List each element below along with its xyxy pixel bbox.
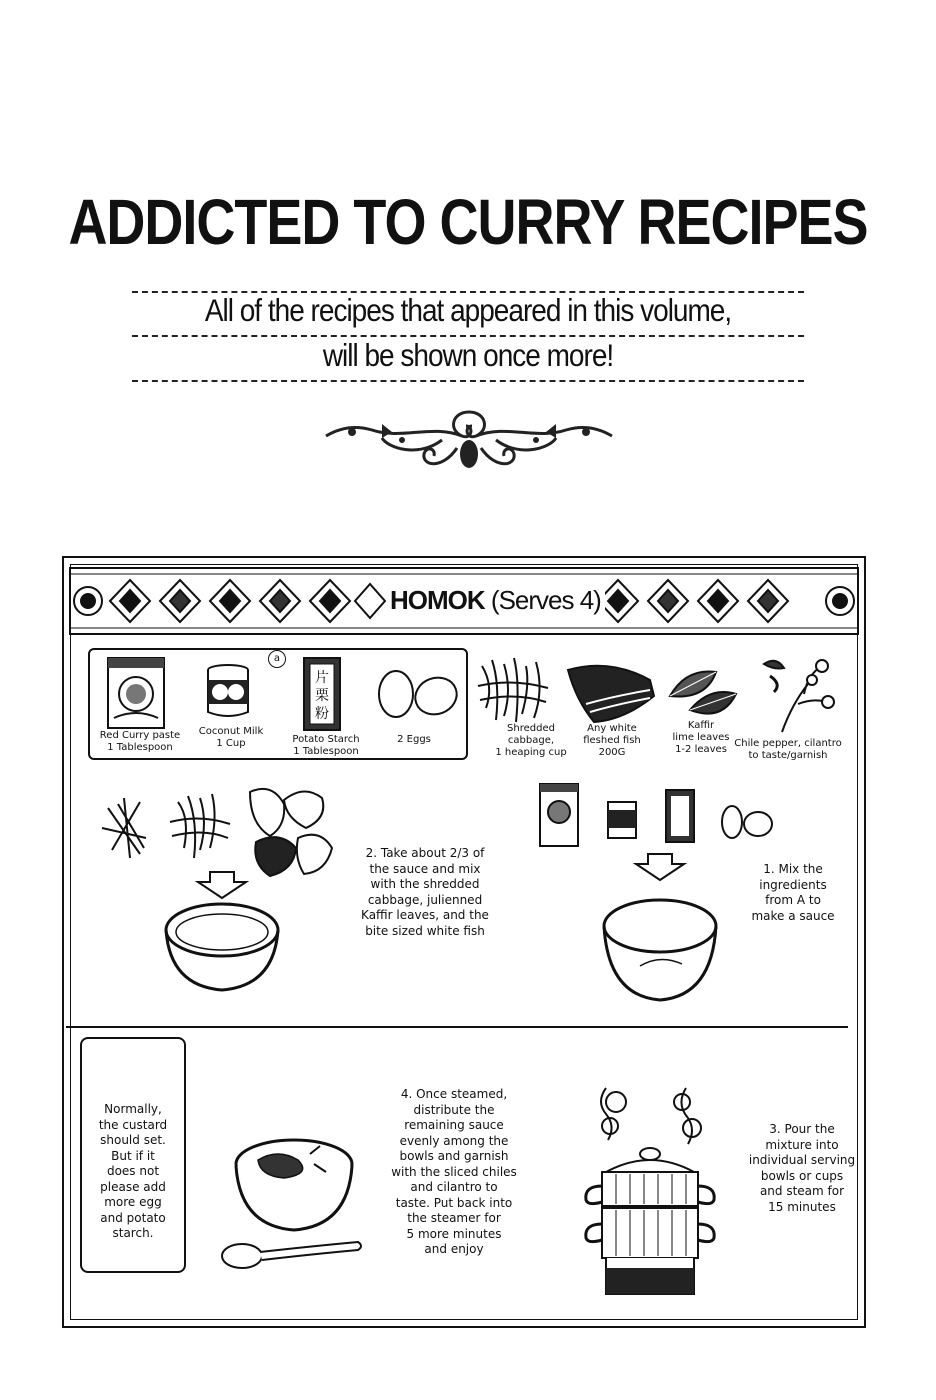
step-2-text: 2. Take about 2/3 of the sauce and mix with the shredded cabbage, julienned Kaffir leaves, and the bite sized white fish (361, 846, 489, 938)
dashed-rule (132, 335, 804, 337)
step-1-text: 1. Mix the ingredients from A to make a sauce (751, 862, 835, 923)
subtitle-line-1: All of the recipes that appeared in this volume, (204, 293, 732, 328)
garnished-bowl-with-spoon-icon (214, 1130, 374, 1284)
kaffir-lime-leaves-icon (666, 660, 740, 724)
curry-paste-packet-icon (106, 656, 166, 730)
ingredient-label: Any white fleshed fish 200G (583, 723, 641, 758)
flourish-ornament-icon (322, 404, 616, 484)
ingredient-label: Red Curry paste 1 Tablespoon (99, 730, 181, 753)
coconut-milk-can-icon (206, 664, 250, 720)
eggs-icon (376, 668, 460, 720)
step-2-illustration (100, 778, 340, 1008)
starch-char-1: 片 (315, 670, 329, 686)
steamer-pot-icon (576, 1068, 726, 1300)
ingredient-label: Potato Starch 1 Tablespoon (292, 734, 360, 757)
chile-cilantro-icon (752, 654, 842, 736)
ingredient-label: Kaffir lime leaves 1-2 leaves (672, 720, 730, 755)
dashed-rule (132, 380, 804, 382)
ingredient-label: 2 Eggs (397, 734, 431, 745)
shredded-cabbage-icon (476, 656, 552, 728)
potato-starch-package-icon (302, 656, 342, 732)
page-title: ADDICTED TO CURRY RECIPES (68, 187, 868, 259)
ingredient-label: Coconut Milk 1 Cup (198, 726, 264, 749)
starch-char-2: 栗 (315, 688, 329, 704)
ingredient-label: Chile pepper, cilantro to taste/garnish (734, 738, 842, 761)
step-3-text: 3. Pour the mixture into individual serving bowls or cups and steam for 15 minutes (748, 1122, 856, 1214)
recipe-name-text: HOMOK (390, 585, 485, 615)
starch-char-3: 粉 (315, 706, 329, 722)
step-4-text: 4. Once steamed, distribute the remaining sauce evenly among the bowls and garnish with the sliced chiles and cilantro to taste. Put back into the steamer for 5 more minutes and enjoy (391, 1087, 517, 1256)
ingredient-label: Shredded cabbage, 1 heaping cup (495, 723, 567, 758)
section-divider (66, 1026, 848, 1028)
subtitle-line-2: will be shown once more! (322, 338, 614, 373)
note-text: Normally, the custard should set. But if it does not please add more egg and potato starch. (98, 1102, 168, 1240)
white-fish-icon (564, 660, 656, 724)
group-a-marker: a (268, 650, 286, 668)
recipe-name (386, 585, 605, 616)
serves-label: (Serves 4) (490, 585, 601, 615)
